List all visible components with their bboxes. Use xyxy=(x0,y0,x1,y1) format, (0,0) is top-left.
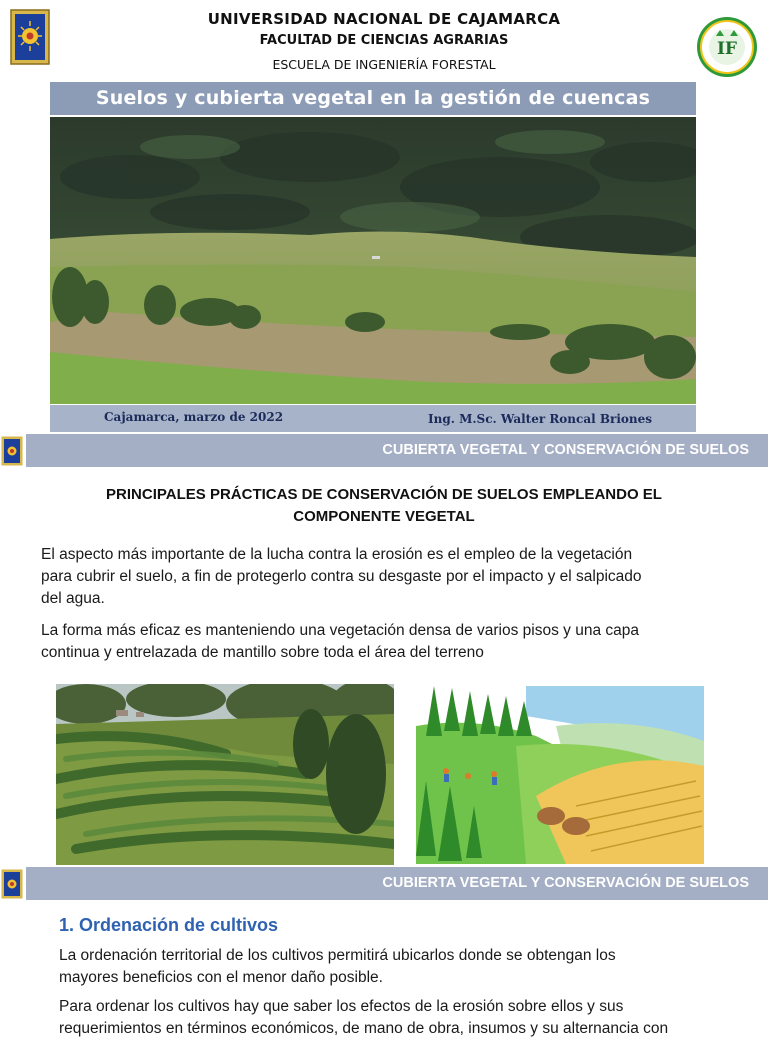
text-line: del agua. xyxy=(41,590,105,607)
logo-letters: IF xyxy=(716,39,738,59)
text-line: Para ordenar los cultivos hay que saber los efectos de la erosión sobre ellos y sus xyxy=(59,998,624,1015)
presentation-title: Suelos y cubierta vegetal en la gestión de cuencas xyxy=(50,82,696,115)
terraced-hillside-photo xyxy=(56,684,394,865)
agroforestry-illustration xyxy=(416,686,704,864)
slide-header-bar xyxy=(0,434,768,467)
crop-ordering-paragraph xyxy=(59,945,749,989)
school-name: ESCUELA DE INGENIERÍA FORESTAL xyxy=(272,57,496,72)
university-name: UNIVERSIDAD NACIONAL DE CAJAMARCA xyxy=(207,10,561,28)
text-line: continua y entrelazada de mantillo sobre toda el área del terreno xyxy=(41,644,484,661)
erosion-paragraph xyxy=(41,544,741,610)
text-line: La forma más eficaz es manteniendo una vegetación densa de varios pisos y una capa xyxy=(41,622,639,639)
place-date: Cajamarca, marzo de 2022 xyxy=(104,410,284,424)
text-line: La ordenación territorial de los cultivos permitirá ubicarlos donde se obtengan los xyxy=(59,947,616,964)
cover-footer xyxy=(50,405,696,432)
author-name: Ing. M.Sc. Walter Roncal Briones xyxy=(428,412,652,426)
heading-line: COMPONENTE VEGETAL xyxy=(293,508,475,525)
landscape-photo xyxy=(50,117,696,404)
forestry-school-logo-icon xyxy=(694,16,760,78)
erosion-effects-paragraph xyxy=(59,996,749,1040)
text-line: requerimientos en términos económicos, de mano de obra, insumos y su alternancia con xyxy=(59,1020,669,1037)
vegetation-paragraph xyxy=(41,620,741,664)
text-line: El aspecto más importante de la lucha contra la erosión es el empleo de la vegetación xyxy=(41,546,633,563)
text-line: para cubrir el suelo, a fin de protegerlo contra su desgaste por el impacto y el salpicado xyxy=(41,568,642,585)
text-line: mayores beneficios con el menor daño posible. xyxy=(59,969,383,986)
university-crest-icon xyxy=(1,436,23,466)
faculty-name: FACULTAD DE CIENCIAS AGRARIAS xyxy=(259,33,509,48)
slide-header-title: CUBIERTA VEGETAL Y CONSERVACIÓN DE SUELOS xyxy=(26,434,768,467)
cover-slide xyxy=(0,0,768,434)
section-title: 1. Ordenación de cultivos xyxy=(59,915,279,935)
slide-header-title: CUBIERTA VEGETAL Y CONSERVACIÓN DE SUELOS xyxy=(26,867,768,900)
slide-header-bar xyxy=(0,867,768,900)
heading-line: PRINCIPALES PRÁCTICAS DE CONSERVACIÓN DE SUELOS EMPLEANDO EL xyxy=(106,486,662,503)
university-crest-icon xyxy=(1,869,23,899)
practices-heading xyxy=(20,484,748,528)
